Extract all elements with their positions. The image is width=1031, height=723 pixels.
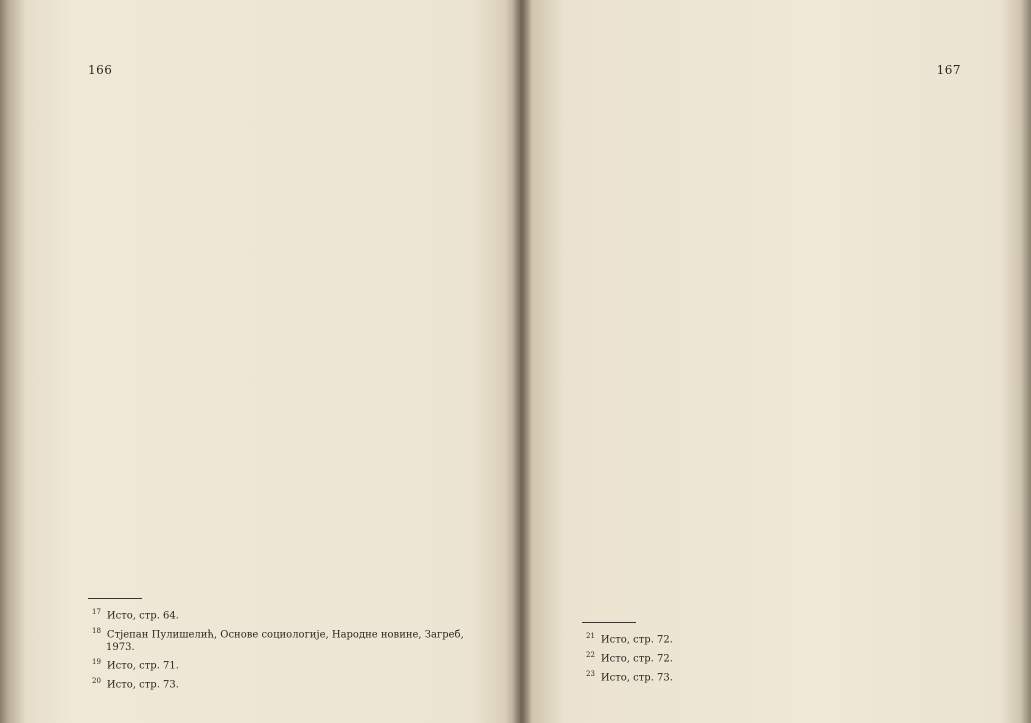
footnote bbox=[582, 649, 882, 666]
footnote-text: Исто, стр. 73. bbox=[106, 679, 179, 691]
footnote-divider bbox=[582, 622, 636, 623]
footnote bbox=[88, 606, 488, 623]
body-text bbox=[88, 85, 476, 89]
right-page bbox=[520, 0, 1031, 723]
footnote-number: 20 bbox=[92, 677, 101, 686]
footnote-text: Исто, стр. 64. bbox=[106, 610, 179, 622]
footnote-divider bbox=[88, 598, 142, 599]
footnote-number: 17 bbox=[92, 608, 101, 616]
footnote bbox=[582, 668, 882, 685]
footnote-text: Исто, стр. 73. bbox=[600, 672, 673, 684]
book-gutter bbox=[512, 0, 532, 723]
footnote-number: 18 bbox=[92, 626, 101, 635]
footnotes bbox=[88, 606, 488, 694]
footnote bbox=[88, 625, 488, 655]
footnote-text: Стјепан Пулишелић, Основе социологије, Народне новине, Загреб, 1973. bbox=[106, 629, 464, 653]
footnote-number: 23 bbox=[586, 669, 595, 678]
page-number: 167 bbox=[936, 63, 961, 77]
footnote-text: Исто, стр. 71. bbox=[106, 660, 179, 672]
footnote-number: 19 bbox=[92, 658, 101, 667]
page-number: 166 bbox=[88, 63, 113, 77]
footnotes bbox=[582, 630, 882, 687]
footnote-number: 22 bbox=[586, 650, 595, 659]
footnote-number: 21 bbox=[586, 632, 595, 640]
footnote bbox=[88, 675, 488, 692]
footnote bbox=[582, 630, 882, 647]
footnote-text: Исто, стр. 72. bbox=[600, 634, 673, 646]
footnote-text: Исто, стр. 72. bbox=[600, 653, 673, 665]
body-text bbox=[582, 85, 977, 89]
footnote bbox=[88, 656, 488, 673]
